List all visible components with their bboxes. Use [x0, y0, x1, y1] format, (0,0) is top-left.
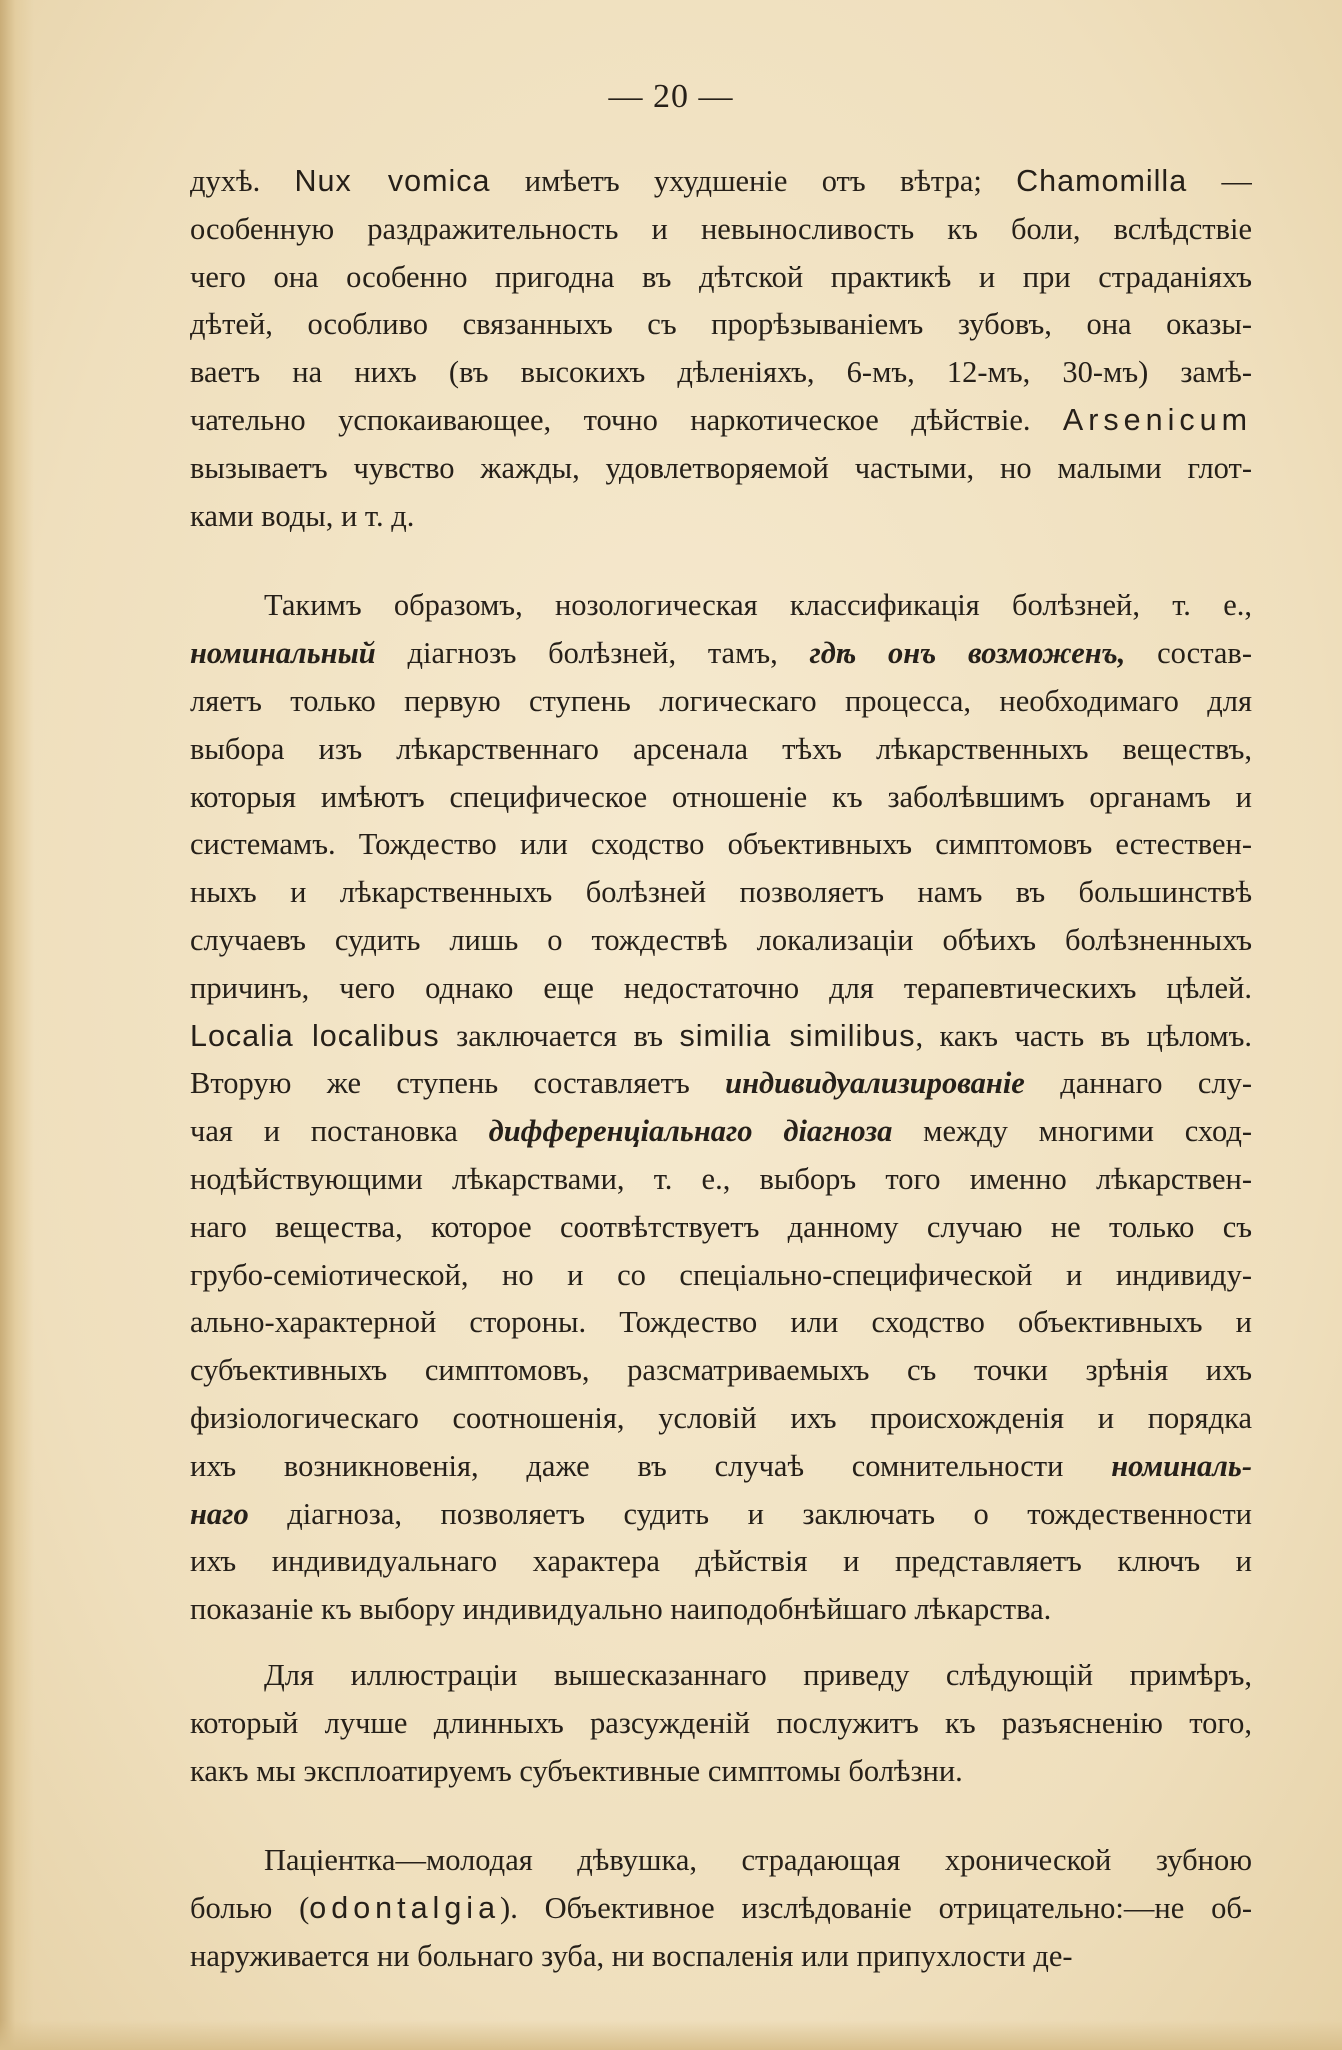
text-run: субъективныхъ симптомовъ, разсматриваемыхъ съ точки зрѣнія ихъ [190, 1353, 1252, 1388]
text-line [190, 1837, 1252, 1885]
text-run: системамъ. Тождество или сходство объективныхъ симптомовъ естествен- [190, 827, 1252, 862]
text-line [190, 917, 1252, 965]
body-text [190, 158, 1252, 1981]
text-line [190, 726, 1252, 774]
text-line [190, 1013, 1252, 1061]
text-line [190, 821, 1252, 869]
text-run: причинъ, чего однако еще недостаточно для терапевтическихъ цѣлей. [190, 970, 1252, 1005]
text-run: чательно успокаивающее, точно наркотическое дѣйствіе. [190, 402, 1063, 437]
text-line [190, 1538, 1252, 1586]
latin-term: Nux vomica [294, 164, 491, 198]
text-run: грубо-семіотической, но и со спеціально-специфической и индивиду- [190, 1257, 1252, 1292]
paragraph-4 [190, 1837, 1252, 1980]
paragraph-gap [190, 1634, 1252, 1652]
text-run: случаевъ судить лишь о тождествѣ локализаціи обѣихъ болѣзненныхъ [190, 922, 1252, 957]
text-run: ). Объективное изслѣдованіе отрицательно:—не об- [500, 1891, 1252, 1926]
text-line [190, 630, 1252, 678]
text-run: Такимъ образомъ, нозологическая классификація болѣзней, т. е., [264, 588, 1252, 623]
text-run: дѣтей, особливо связанныхъ съ прорѣзываніемъ зубовъ, она оказы- [190, 307, 1252, 342]
text-run: нодѣйствующими лѣкарствами, т. е., выборъ того именно лѣкарствен- [190, 1161, 1252, 1196]
text-line [190, 1652, 1252, 1700]
text-run: состав- [1125, 636, 1252, 671]
text-run: ально-характерной стороны. Тождество или сходство объективныхъ и [190, 1305, 1252, 1340]
text-run: какъ мы эксплоатируемъ субъективные симптомы болѣзни. [190, 1753, 963, 1788]
text-run: имѣетъ ухудшеніе отъ вѣтра; [490, 164, 1017, 198]
text-run: Для иллюстраціи вышесказаннаго приведу слѣдующій примѣръ, [264, 1657, 1252, 1692]
text-run: Вторую же ступень составляетъ [190, 1066, 726, 1101]
text-line [190, 1700, 1252, 1748]
text-run: даннаго слу- [1024, 1066, 1252, 1101]
text-line [190, 397, 1252, 445]
text-line [190, 349, 1252, 397]
text-line [190, 1156, 1252, 1204]
latin-term: odontalgia [309, 1891, 501, 1926]
latin-term: Arsenicum [1062, 402, 1252, 437]
text-run: вызываетъ чувство жажды, удовлетворяемой частыми, но малыми глот- [190, 450, 1252, 485]
text-run: наго вещества, которое соотвѣтствуетъ данному случаю не только съ [190, 1209, 1252, 1244]
text-run: ныхъ и лѣкарственныхъ болѣзней позволяетъ намъ въ большинствѣ [190, 875, 1252, 910]
text-line [190, 1443, 1252, 1491]
text-line [190, 493, 1252, 541]
text-line [190, 1748, 1252, 1796]
paragraph-2 [190, 582, 1252, 1634]
text-run: физіологическаго соотношенія, условій ихъ происхожденія и порядка [190, 1400, 1252, 1435]
paragraph-3 [190, 1652, 1252, 1795]
text-run: , какъ часть въ цѣломъ. [915, 1018, 1252, 1053]
text-line [190, 1252, 1252, 1300]
text-line [190, 1933, 1252, 1981]
text-line [190, 1347, 1252, 1395]
latin-term: Localia localibus [190, 1018, 440, 1053]
text-run: которыя имѣютъ специфическое отношеніе къ заболѣвшимъ органамъ и [190, 779, 1252, 814]
text-line [190, 206, 1252, 254]
text-run: который лучше длинныхъ разсужденій послужитъ къ разъясненію того, [190, 1705, 1252, 1740]
text-run: чего она особенно пригодна въ дѣтской практикѣ и при страданіяхъ [190, 259, 1252, 294]
text-line [190, 582, 1252, 630]
text-line [190, 1491, 1252, 1539]
latin-term: similia similibus [679, 1018, 916, 1053]
text-run: показаніе къ выбору индивидуально наиподобнѣйшаго лѣкарства. [190, 1592, 1052, 1627]
emphasized-term: дифференціальнаго діагноза [488, 1114, 893, 1149]
text-line [190, 445, 1252, 493]
text-run: ваетъ на нихъ (въ высокихъ дѣленіяхъ, 6-мъ, 12-мъ, 30-мъ) замѣ- [190, 355, 1252, 390]
emphasized-term: наго [190, 1496, 249, 1531]
text-line [190, 254, 1252, 302]
text-run: діагноза, позволяетъ судить и заключать о тождественности [248, 1496, 1252, 1531]
text-line [190, 678, 1252, 726]
emphasized-term: гдѣ онъ возможенъ, [809, 636, 1126, 671]
text-line [190, 1204, 1252, 1252]
text-line [190, 301, 1252, 349]
text-run: заключается въ [439, 1018, 680, 1053]
text-line [190, 774, 1252, 822]
text-run: — [1187, 164, 1252, 198]
emphasized-term: номинальный [190, 636, 376, 671]
text-run: между многими сход- [892, 1114, 1252, 1149]
text-line [190, 965, 1252, 1013]
text-line [190, 1299, 1252, 1347]
latin-term: Chamomilla [1016, 164, 1188, 198]
paragraph-1 [190, 158, 1252, 540]
paragraph-gap [190, 1795, 1252, 1837]
text-run: чая и постановка [190, 1114, 489, 1149]
text-run: діагнозъ болѣзней, тамъ, [375, 636, 810, 671]
text-run: особенную раздражительность и невыносливость къ боли, вслѣдствіе [190, 211, 1252, 246]
text-line [190, 1060, 1252, 1108]
text-line [190, 1108, 1252, 1156]
text-line [190, 869, 1252, 917]
text-run: ихъ индивидуальнаго характера дѣйствія и представляетъ ключъ и [190, 1544, 1252, 1579]
text-line [190, 1885, 1252, 1933]
emphasized-term: номиналь- [1111, 1448, 1252, 1483]
text-run: выбора изъ лѣкарственнаго арсенала тѣхъ лѣкарственныхъ веществъ, [190, 731, 1252, 766]
page-spine-shadow [0, 0, 34, 2050]
text-line [190, 1586, 1252, 1634]
text-run: ихъ возникновенія, даже въ случаѣ сомнительности [190, 1448, 1112, 1483]
paragraph-gap [190, 540, 1252, 582]
text-line [190, 158, 1252, 206]
text-run: ками воды, и т. д. [190, 498, 415, 533]
text-run: наруживается ни больнаго зуба, ни воспаленія или припухлости де- [190, 1938, 1073, 1973]
text-run: духѣ. [190, 164, 295, 198]
text-line [190, 1395, 1252, 1443]
page-number: — 20 — [608, 78, 734, 115]
text-run: Паціентка—молодая дѣвушка, страдающая хронической зубною [264, 1843, 1252, 1878]
text-run: болью ( [190, 1891, 310, 1926]
text-run: ляетъ только первую ступень логическаго процесса, необходимаго для [190, 683, 1252, 718]
page-bottom-edge [0, 2020, 1342, 2050]
emphasized-term: индивидуализированіе [725, 1066, 1025, 1101]
